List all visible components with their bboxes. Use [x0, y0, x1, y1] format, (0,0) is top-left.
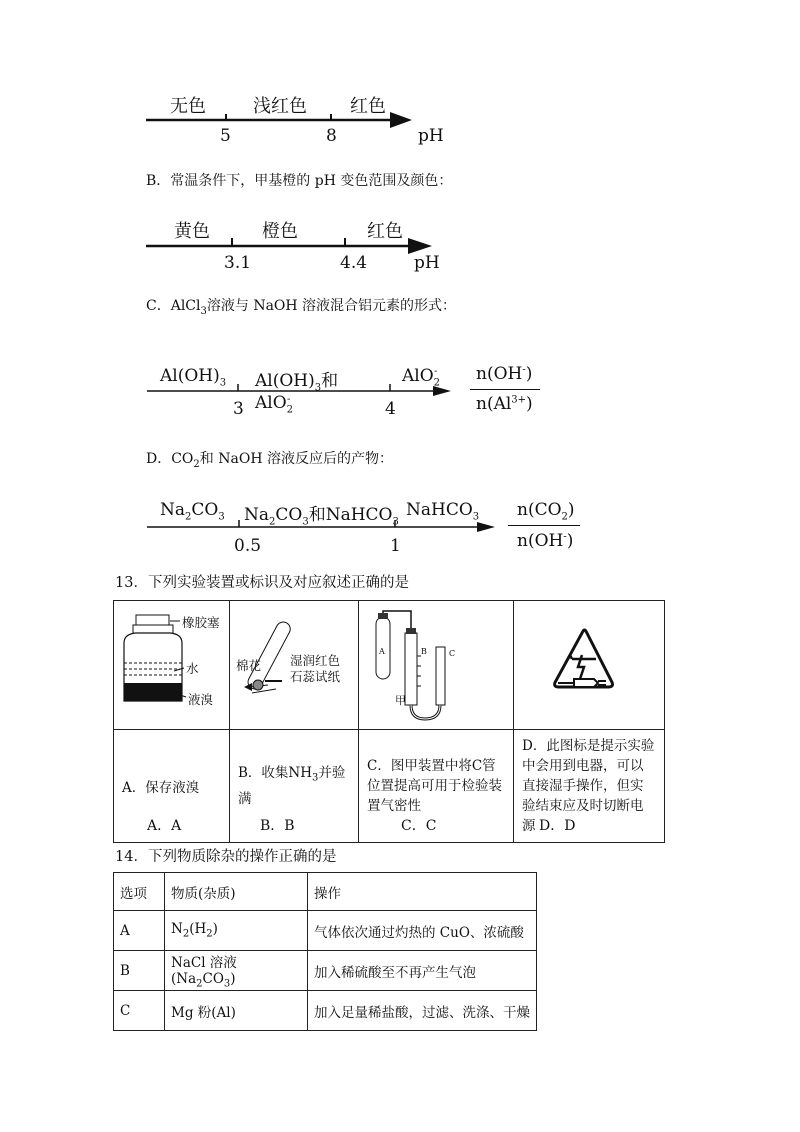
apparatus-jia-label: 甲 — [395, 694, 406, 707]
segment-label: 无色 — [170, 96, 206, 117]
segment-label: NaHCO$_3$ — [406, 500, 480, 523]
tube-b-label: B — [421, 647, 427, 656]
litmus-paper-label: 湿润红色 — [290, 653, 341, 668]
segment-label: $Na_2CO_3$和NaHCO$_3$ — [244, 505, 399, 528]
tick-label: 3 — [233, 399, 244, 419]
segment-label: 浅红色 — [253, 96, 307, 117]
row-substance: Mg 粉(Al) — [165, 991, 308, 1031]
row-operation: 加入稀硫酸至不再产生气泡 — [308, 951, 537, 991]
row-option: C — [114, 991, 165, 1031]
segment-label: 红色 — [367, 221, 403, 242]
row-option: A — [114, 911, 165, 951]
header-substance: 物质(杂质) — [165, 873, 308, 911]
airtightness-apparatus-figure — [359, 601, 514, 730]
stopper-label: 橡胶塞 — [182, 615, 220, 630]
segment-label: $Na_2CO_3$ — [160, 500, 225, 523]
ratio-numerator: n(OH-) — [476, 364, 533, 384]
header-option: 选项 — [114, 873, 165, 911]
q13-cell-a: A．保存液溴 — [114, 730, 230, 843]
segment-label: $Al(OH)_3$和AlO$_2$- — [255, 371, 339, 416]
option-b-text: B．常温条件下，甲基橙的 pH 变色范围及颜色： — [146, 173, 453, 189]
option-c-text: C．AlCl$_3$溶液与 NaOH 溶液混合铝元素的形式： — [146, 298, 457, 317]
water-label: 水 — [186, 661, 199, 676]
electrical-hazard-sign-figure — [514, 601, 665, 730]
ratio-denominator: $n(Al^{3+})$ — [476, 394, 533, 414]
row-option: B — [114, 951, 165, 991]
tick-label: 1 — [390, 536, 401, 556]
tick-label: 5 — [220, 126, 231, 146]
ammonia-collection-figure — [230, 601, 359, 730]
row-substance: NaCl 溶液$(Na_2CO_3)$ — [165, 951, 308, 991]
q13-cell-d: D．此图标是提示实验中会用到电器，可以直接湿手操作，但实验结束应及时切断电源 — [514, 730, 665, 843]
option-d-text: D．$CO_2$和 NaOH 溶液反应后的产物： — [146, 451, 393, 470]
answer-choice-d[interactable]: D．D — [539, 818, 576, 834]
ratio-denominator: n(OH-) — [517, 531, 574, 551]
answer-choice-a[interactable]: A．A — [147, 818, 182, 834]
fraction-bar — [508, 525, 580, 526]
tick-label: 4 — [385, 399, 396, 419]
q13-cell-b: B．收集$NH_3$并验满 — [230, 730, 359, 843]
answer-choice-c[interactable]: C．C — [401, 818, 437, 834]
bromine-bottle-figure — [114, 601, 230, 730]
bromine-label: 液溴 — [188, 692, 214, 707]
q13-table — [113, 600, 665, 843]
row-operation: 气体依次通过灼热的 CuO、浓硫酸 — [308, 911, 537, 951]
tube-c-label: C — [449, 649, 456, 658]
segment-label: 黄色 — [174, 221, 210, 242]
q14-table — [113, 872, 537, 1031]
row-substance: $N_2(H_2)$ — [165, 911, 308, 951]
answer-choice-b[interactable]: B．B — [260, 818, 295, 834]
table-row — [114, 951, 537, 991]
ratio-numerator: $n(CO_2)$ — [517, 500, 575, 523]
question-14-title: 14．下列物质除杂的操作正确的是 — [115, 849, 337, 865]
header-operation: 操作 — [308, 873, 537, 911]
segment-label: AlO$_2$- — [402, 366, 441, 389]
table-row — [114, 991, 537, 1031]
tick-label: 4.4 — [340, 253, 368, 273]
tick-label: 8 — [326, 126, 337, 146]
q13-cell-c: C．图甲装置中将C管位置提高可用于检验装置气密性 — [359, 730, 514, 843]
cotton-label: 棉花 — [236, 658, 262, 673]
fraction-bar — [470, 389, 540, 390]
question-13-title: 13．下列实验装置或标识及对应叙述正确的是 — [115, 575, 409, 591]
axis-label: pH — [414, 253, 440, 273]
tick-label: 3.1 — [224, 253, 252, 273]
row-operation: 加入足量稀盐酸，过滤、洗涤、干燥 — [308, 991, 537, 1031]
litmus-paper-label-2: 石蕊试纸 — [290, 669, 341, 684]
tick-label: 0.5 — [234, 536, 262, 556]
table-row — [114, 911, 537, 951]
segment-label: $Al(OH)_3$ — [160, 366, 227, 389]
segment-label: 红色 — [350, 96, 386, 117]
axis-label: pH — [418, 126, 444, 146]
tube-a-label: A — [379, 647, 385, 656]
segment-label: 橙色 — [262, 221, 298, 242]
